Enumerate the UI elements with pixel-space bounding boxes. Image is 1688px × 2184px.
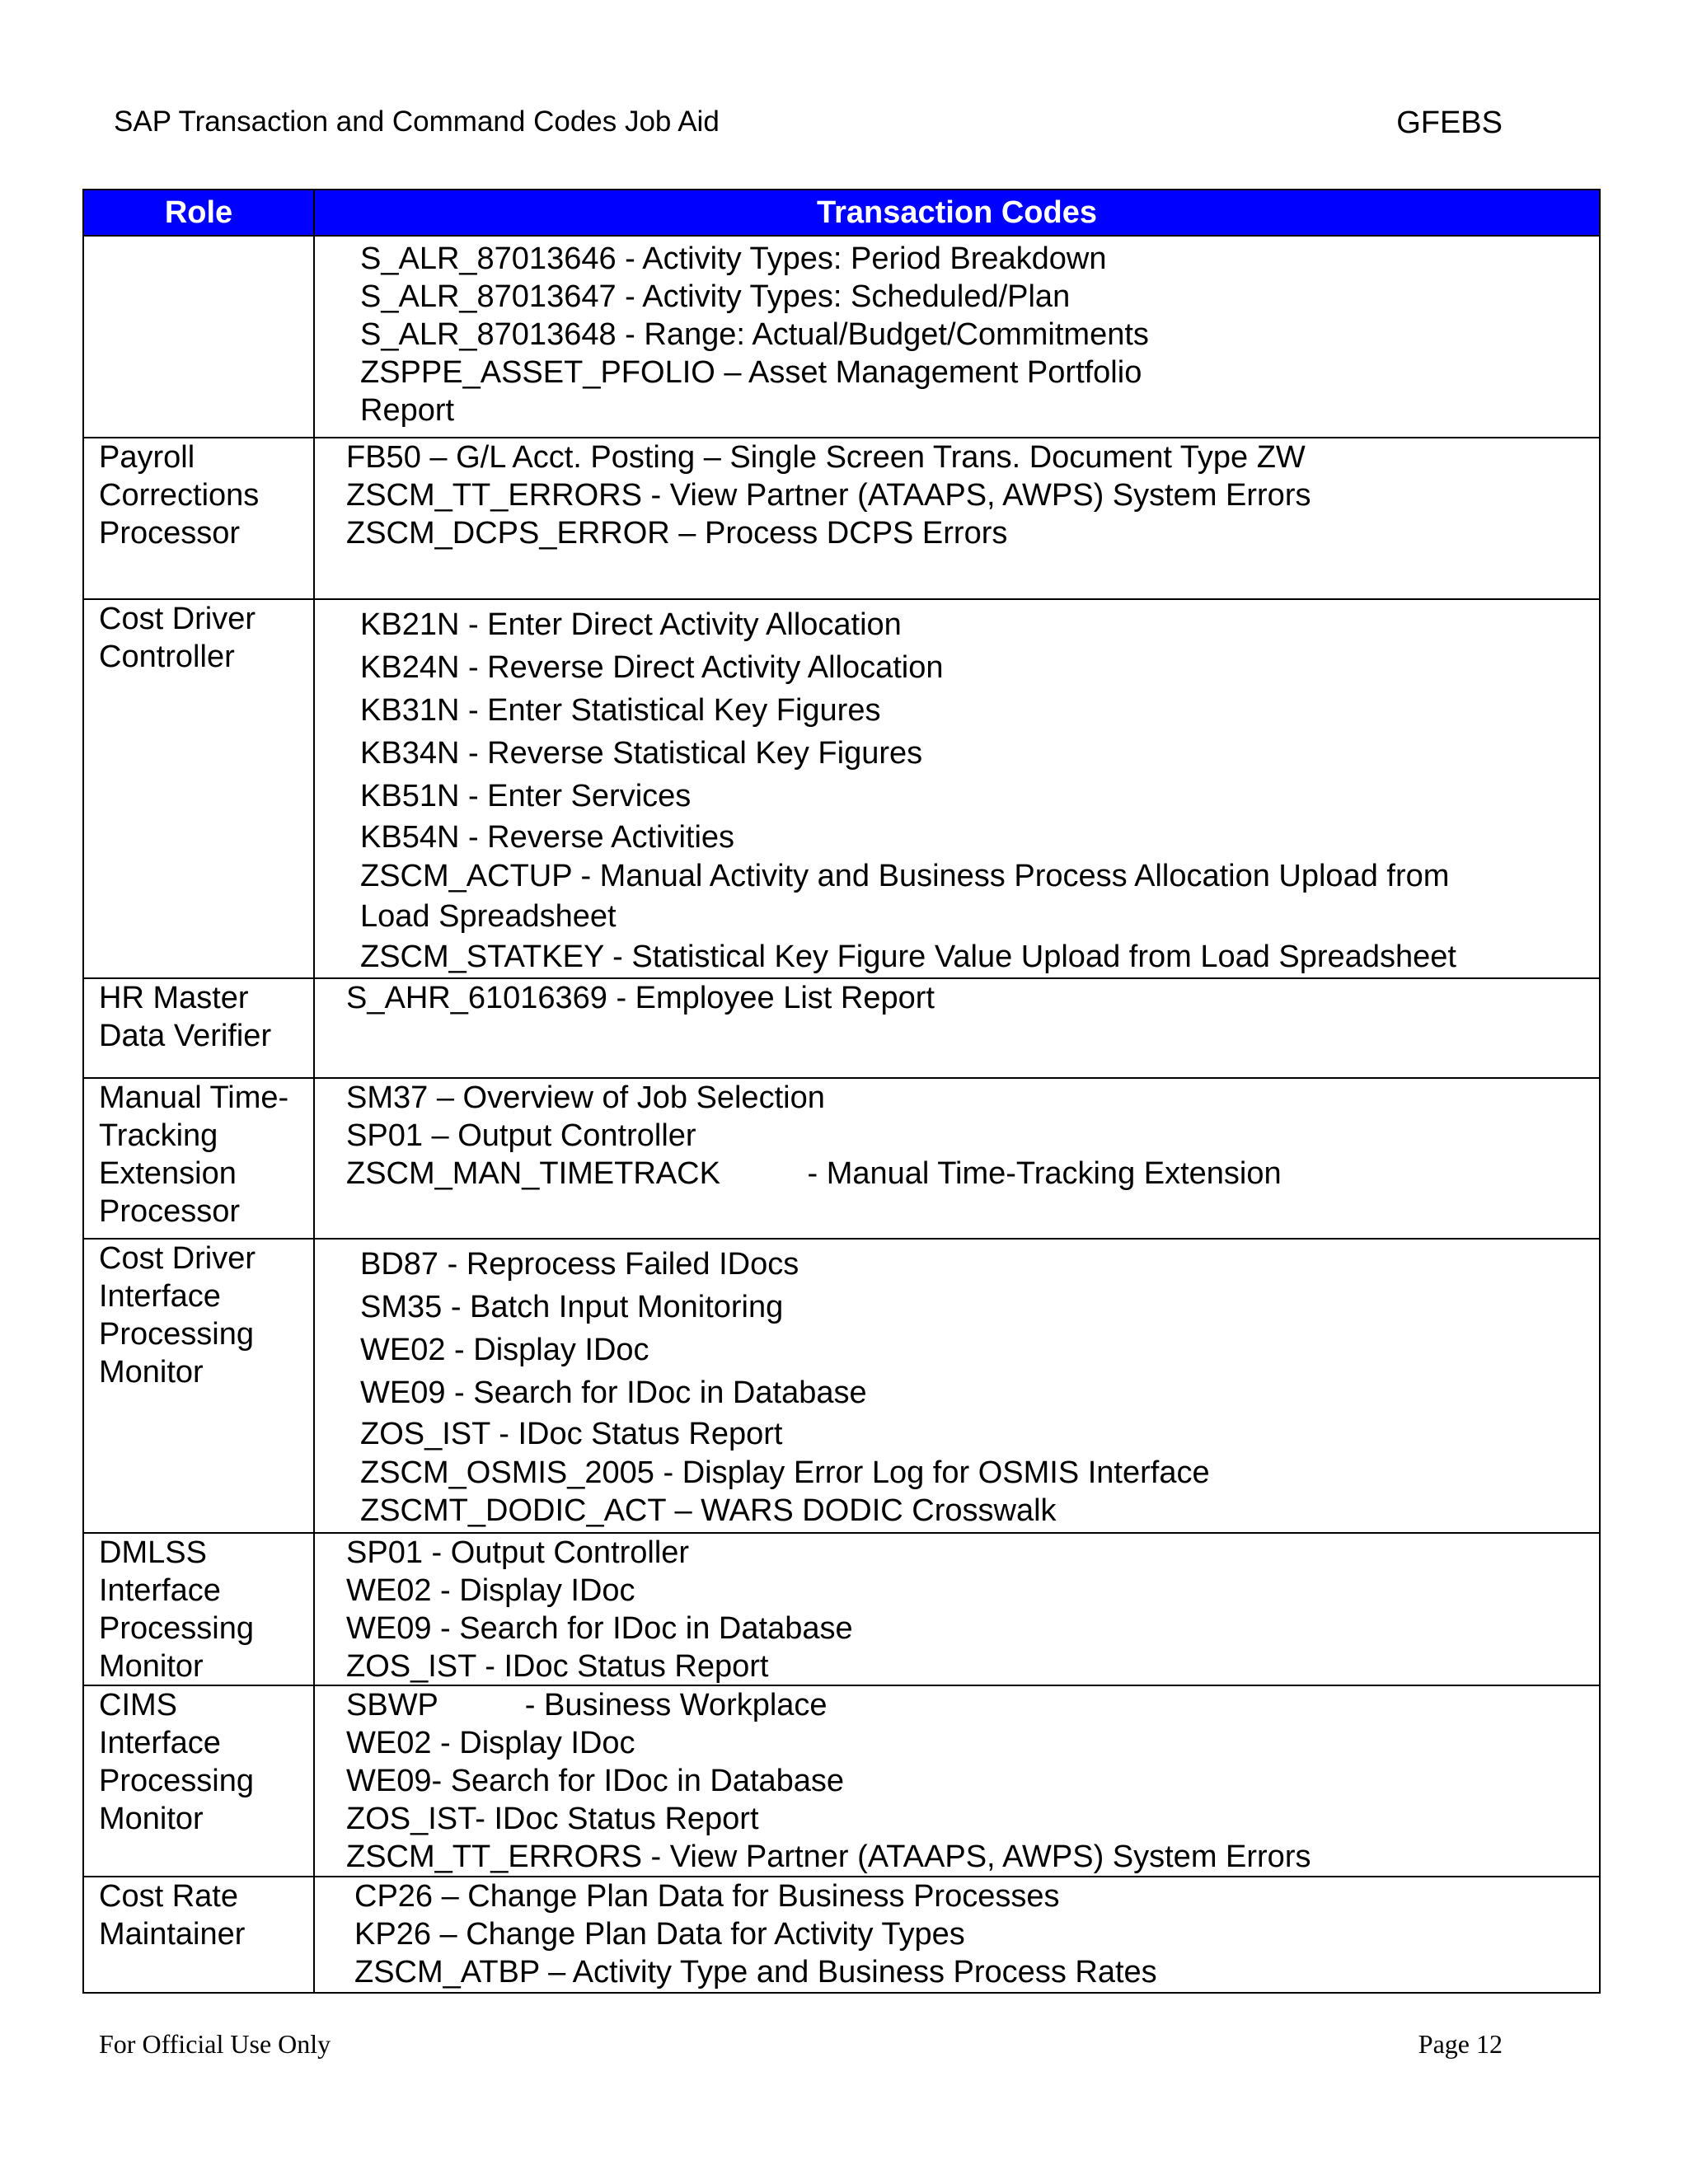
role-cell bbox=[84, 1877, 315, 1992]
transaction-codes-cell bbox=[315, 1079, 1599, 1238]
role-label-line: Cost Rate bbox=[99, 1879, 238, 1914]
role-label-line: Processing bbox=[99, 1317, 254, 1352]
transaction-code-line: KB51N - Enter Services bbox=[360, 779, 692, 813]
table-row bbox=[84, 1532, 1599, 1685]
transaction-code-line: Load Spreadsheet bbox=[360, 899, 617, 934]
transaction-code-line: WE02 - Display IDoc bbox=[346, 1726, 635, 1760]
table-row bbox=[84, 1685, 1599, 1876]
role-label-line: Interface bbox=[99, 1573, 221, 1608]
role-cell bbox=[84, 1240, 315, 1532]
role-label-line: Interface bbox=[99, 1279, 221, 1314]
role-label-line: Manual Time- bbox=[99, 1080, 289, 1115]
table-row bbox=[84, 598, 1599, 977]
role-label-line: Processing bbox=[99, 1764, 254, 1798]
role-label-line: Processor bbox=[99, 1194, 241, 1229]
role-label-line: Corrections bbox=[99, 478, 260, 513]
transaction-code-line: KB21N - Enter Direct Activity Allocation bbox=[360, 607, 902, 642]
transaction-codes-cell bbox=[315, 438, 1599, 598]
transaction-codes-cell bbox=[315, 1240, 1599, 1532]
transaction-codes-cell bbox=[315, 1686, 1599, 1876]
role-cell bbox=[84, 1686, 315, 1876]
role-label-line: Processor bbox=[99, 516, 241, 551]
column-header-transaction-codes: Transaction Codes bbox=[817, 195, 1097, 230]
transaction-code-line: Report bbox=[360, 393, 455, 428]
transaction-code-line: ZSCMT_DODIC_ACT – WARS DODIC Crosswalk bbox=[360, 1493, 1057, 1528]
table-row bbox=[84, 1238, 1599, 1532]
transaction-code-line: ZSPPE_ASSET_PFOLIO – Asset Management Portfolio bbox=[360, 355, 1142, 390]
transaction-codes-cell bbox=[315, 600, 1599, 977]
transaction-code-line: WE02 - Display IDoc bbox=[346, 1573, 635, 1608]
role-label-line: Monitor bbox=[99, 1355, 204, 1390]
transaction-code-line: BD87 - Reprocess Failed IDocs bbox=[360, 1247, 799, 1282]
role-cell bbox=[84, 438, 315, 598]
transaction-code-line: KB34N - Reverse Statistical Key Figures bbox=[360, 736, 923, 771]
transaction-code-line: WE09 - Search for IDoc in Database bbox=[346, 1611, 853, 1646]
transaction-code-line: WE02 - Display IDoc bbox=[360, 1333, 649, 1367]
role-cell bbox=[84, 1079, 315, 1238]
role-label-line: Data Verifier bbox=[99, 1019, 272, 1053]
transaction-code-line: ZOS_IST- IDoc Status Report bbox=[346, 1802, 759, 1836]
role-label-line: Monitor bbox=[99, 1649, 204, 1684]
transaction-code-line: S_ALR_87013646 - Activity Types: Period Breakdown bbox=[360, 241, 1107, 276]
transaction-code-line: SM37 – Overview of Job Selection bbox=[346, 1080, 825, 1115]
transaction-code-line: ZSCM_TT_ERRORS - View Partner (ATAAPS, AWPS) System Errors bbox=[346, 1840, 1311, 1874]
transaction-code-line: SM35 - Batch Input Monitoring bbox=[360, 1290, 784, 1324]
transaction-codes-cell bbox=[315, 1877, 1599, 1992]
role-cell bbox=[84, 237, 315, 437]
transaction-code-line: ZSCM_DCPS_ERROR – Process DCPS Errors bbox=[346, 516, 1008, 551]
transaction-code-line: KB24N - Reverse Direct Activity Allocation bbox=[360, 650, 944, 685]
transaction-code-line: ZSCM_ATBP – Activity Type and Business Process Rates bbox=[354, 1955, 1157, 1990]
transaction-code-line: ZOS_IST - IDoc Status Report bbox=[346, 1649, 769, 1684]
role-label-line: Cost Driver bbox=[99, 602, 256, 636]
role-label-line: Interface bbox=[99, 1726, 221, 1760]
role-label-line: Maintainer bbox=[99, 1917, 246, 1952]
footer-page-number: Page 12 bbox=[1418, 2029, 1503, 2059]
role-label-line: Cost Driver bbox=[99, 1241, 256, 1276]
table-row bbox=[84, 977, 1599, 1077]
table-row bbox=[84, 235, 1599, 437]
role-cell bbox=[84, 1534, 315, 1685]
table-row bbox=[84, 1077, 1599, 1238]
column-header-role: Role bbox=[84, 190, 315, 235]
role-label-line: CIMS bbox=[99, 1688, 177, 1722]
role-cell bbox=[84, 979, 315, 1077]
transaction-codes-table bbox=[82, 189, 1601, 1994]
table-header-row bbox=[84, 190, 1599, 235]
transaction-code-line: S_ALR_87013648 - Range: Actual/Budget/Commitments bbox=[360, 317, 1149, 352]
role-label-line: Payroll bbox=[99, 440, 195, 475]
transaction-code-line: ZSCM_MAN_TIMETRACK - Manual Time-Tracking Extension bbox=[346, 1156, 1282, 1191]
transaction-codes-cell bbox=[315, 237, 1599, 437]
transaction-code-line: ZSCM_OSMIS_2005 - Display Error Log for OSMIS Interface bbox=[360, 1455, 1210, 1490]
page-header-title: SAP Transaction and Command Codes Job Aid bbox=[114, 105, 720, 138]
transaction-codes-cell bbox=[315, 1534, 1599, 1685]
table-body bbox=[84, 235, 1599, 1992]
transaction-code-line: WE09- Search for IDoc in Database bbox=[346, 1764, 845, 1798]
transaction-code-line: SP01 – Output Controller bbox=[346, 1118, 696, 1153]
transaction-code-line: S_AHR_61016369 - Employee List Report bbox=[346, 981, 935, 1015]
transaction-code-line: ZSCM_STATKEY - Statistical Key Figure Value Upload from Load Spreadsheet bbox=[360, 940, 1456, 974]
role-label-line: Monitor bbox=[99, 1802, 204, 1836]
role-label-line: DMLSS bbox=[99, 1535, 207, 1570]
transaction-code-line: S_ALR_87013647 - Activity Types: Scheduled/Plan bbox=[360, 279, 1071, 314]
transaction-code-line: KB31N - Enter Statistical Key Figures bbox=[360, 693, 881, 728]
transaction-code-line: WE09 - Search for IDoc in Database bbox=[360, 1376, 867, 1410]
role-label-line: Controller bbox=[99, 640, 235, 674]
role-cell bbox=[84, 600, 315, 977]
role-label-line: Processing bbox=[99, 1611, 254, 1646]
transaction-code-line: FB50 – G/L Acct. Posting – Single Screen Trans. Document Type ZW bbox=[346, 440, 1306, 475]
transaction-code-line: KP26 – Change Plan Data for Activity Types bbox=[354, 1917, 965, 1952]
transaction-code-line: SBWP - Business Workplace bbox=[346, 1688, 828, 1722]
transaction-code-line: SP01 - Output Controller bbox=[346, 1535, 690, 1570]
role-label-line: Tracking bbox=[99, 1118, 218, 1153]
transaction-codes-cell bbox=[315, 979, 1599, 1077]
transaction-code-line: KB54N - Reverse Activities bbox=[360, 820, 735, 855]
table-row bbox=[84, 1876, 1599, 1992]
role-label-line: HR Master bbox=[99, 981, 249, 1015]
table-row bbox=[84, 437, 1599, 598]
transaction-code-line: ZOS_IST - IDoc Status Report bbox=[360, 1417, 783, 1451]
page-header-org: GFEBS bbox=[1396, 105, 1503, 140]
transaction-code-line: ZSCM_TT_ERRORS - View Partner (ATAAPS, AWPS) System Errors bbox=[346, 478, 1311, 513]
footer-classification: For Official Use Only bbox=[99, 2029, 331, 2059]
role-label-line: Extension bbox=[99, 1156, 237, 1191]
transaction-code-line: ZSCM_ACTUP - Manual Activity and Business Process Allocation Upload from bbox=[360, 859, 1450, 893]
transaction-code-line: CP26 – Change Plan Data for Business Processes bbox=[354, 1879, 1060, 1914]
